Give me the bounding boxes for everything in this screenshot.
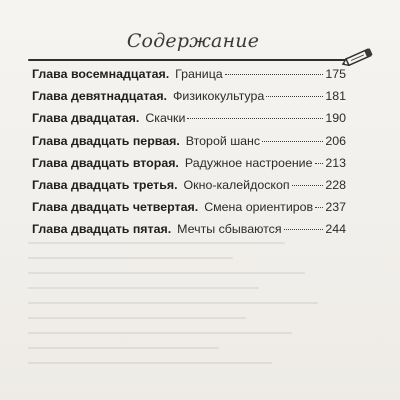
chapter-label: Глава двадцать пятая. [32, 222, 172, 237]
table-of-contents [32, 67, 346, 245]
chapter-title: Скачки [145, 111, 186, 126]
header-underline [28, 59, 346, 61]
chapter-label: Глава девятнадцатая. [32, 89, 167, 104]
toc-row[interactable] [32, 111, 346, 133]
page-number: 190 [325, 111, 346, 126]
chapter-label: Глава восемнадцатая. [32, 67, 170, 81]
chapter-title: Радужное настроение [184, 155, 313, 170]
toc-row[interactable] [32, 134, 346, 156]
chapter-title: Второй шанс [185, 133, 261, 148]
page-number: 228 [325, 177, 346, 192]
toc-row[interactable] [32, 222, 346, 244]
chapter-title: Мечты сбываются [177, 222, 282, 237]
chapter-label: Глава двадцатая. [32, 111, 140, 126]
dot-leader [315, 207, 323, 208]
chapter-title: Граница [175, 67, 223, 81]
dot-leader [266, 96, 323, 97]
toc-row[interactable] [32, 178, 346, 200]
dot-leader [292, 185, 324, 186]
pencil-icon [340, 46, 380, 66]
page-number: 175 [325, 67, 346, 81]
page-number: 237 [325, 200, 346, 215]
toc-row[interactable] [32, 156, 346, 178]
page-number: 244 [325, 222, 346, 237]
toc-row[interactable] [32, 89, 346, 111]
page-number: 181 [325, 89, 346, 104]
chapter-title: Физикокультура [173, 89, 265, 104]
page-title: Содержание [126, 30, 260, 52]
dot-leader [262, 141, 323, 142]
chapter-title: Окно-калейдоскоп [183, 177, 290, 192]
chapter-label: Глава двадцать вторая. [32, 155, 179, 170]
dot-leader [284, 229, 324, 230]
chapter-label: Глава двадцать третья. [32, 177, 178, 192]
dot-leader [187, 118, 323, 119]
contents-header [28, 22, 358, 62]
dot-leader [225, 74, 324, 75]
show-through-text [28, 242, 358, 392]
chapter-title: Смена ориентиров [204, 200, 314, 215]
page-number: 213 [325, 155, 346, 170]
toc-row[interactable] [32, 67, 346, 89]
chapter-label: Глава двадцать первая. [32, 133, 180, 148]
page-number: 206 [325, 133, 346, 148]
toc-row[interactable] [32, 200, 346, 222]
dot-leader [315, 163, 324, 164]
chapter-label: Глава двадцать четвертая. [32, 200, 199, 215]
